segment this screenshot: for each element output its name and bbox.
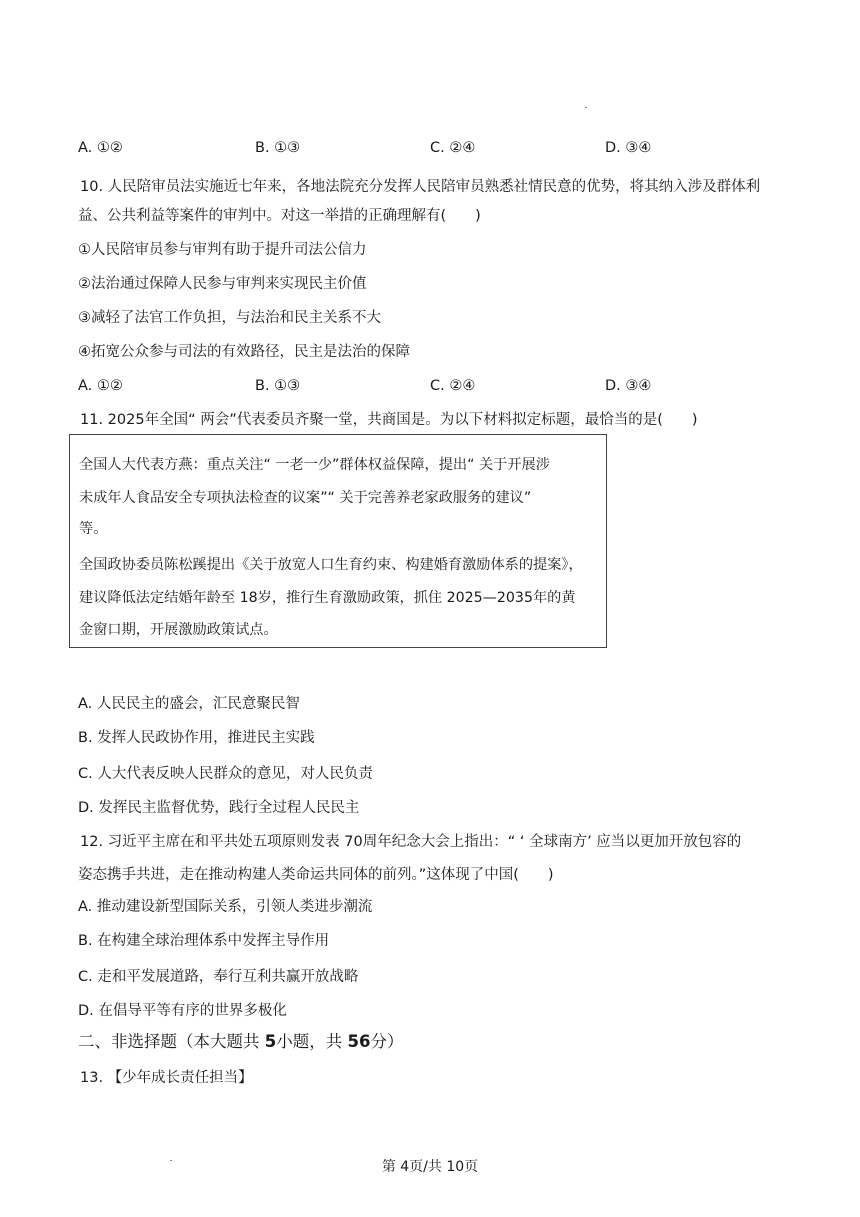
q12-option-c: C. 走和平发展道路，奉行互利共赢开放战略: [78, 969, 359, 985]
q11-material-line3: 等。: [79, 521, 108, 537]
q9-option-c: C. ②④: [430, 140, 476, 156]
q9-option-a: A. ①②: [78, 140, 123, 156]
q10-item-2: ②法治通过保障人民参与审判来实现民主价值: [78, 276, 367, 292]
q11-option-a: A. 人民民主的盛会，汇民意聚民智: [78, 696, 300, 712]
q13-title: 13. 【少年成长责任担当】: [80, 1070, 253, 1086]
section-heading-suffix: 分）: [370, 1032, 404, 1051]
section-heading-mid: 小题，共: [276, 1032, 348, 1051]
section-question-count: 5: [264, 1032, 277, 1051]
q10-option-b: B. ①③: [255, 378, 301, 394]
q10-item-4: ④拓宽公众参与司法的有效路径，民主是法治的保障: [78, 344, 410, 360]
q11-material-box: [69, 434, 607, 648]
q10-option-d: D. ③④: [605, 378, 652, 394]
q11-material-line5: 建议降低法定结婚年龄至 18岁，推行生育激励政策，抓住 2025—2035年的黄: [79, 590, 576, 606]
q10-option-a: A. ①②: [78, 378, 123, 394]
section-total-score: 56: [347, 1032, 371, 1051]
q11-material-line2: 未成年人食品安全专项执法检查的议案”“ 关于完善养老家政服务的建议”: [79, 490, 532, 506]
q12-stem-line2: 姿态携手共进，走在推动构建人类命运共同体的前列。”这体现了中国( ): [78, 867, 554, 883]
q11-option-b: B. 发挥人民政协作用，推进民主实践: [78, 730, 315, 746]
q12-option-a: A. 推动建设新型国际关系，引领人类进步潮流: [78, 899, 373, 915]
q10-stem-line2: 益、公共利益等案件的审判中。对这一举措的正确理解有( ): [78, 208, 481, 224]
q11-stem: 11. 2025年全国“ 两会”代表委员齐聚一堂，共商国是。为以下材料拟定标题，最恰当的是( ): [80, 412, 698, 428]
q9-option-b: B. ①③: [255, 140, 301, 156]
q11-option-d: D. 发挥民主监督优势，践行全过程人民民主: [78, 800, 360, 816]
q9-option-d: D. ③④: [605, 140, 652, 156]
q12-stem-line1: 12. 习近平主席在和平共处五项原则发表 70周年纪念大会上指出：“ ‘ 全球南方’ 应当以更加开放包容的: [80, 834, 742, 850]
q11-option-c: C. 人大代表反映人民群众的意见，对人民负责: [78, 766, 373, 782]
section-heading: [78, 1032, 403, 1052]
q12-option-b: B. 在构建全球治理体系中发挥主导作用: [78, 933, 330, 949]
q11-material-line6: 金窗口期，开展激励政策试点。: [79, 622, 278, 638]
q10-stem-line1: 10. 人民陪审员法实施近七年来，各地法院充分发挥人民陪审员熟悉社情民意的优势，将其纳入涉及群体利: [80, 179, 761, 195]
section-heading-prefix: 二、非选择题（本大题共: [78, 1032, 265, 1051]
page-footer: 第 4页/共 10页: [381, 1159, 479, 1175]
q12-option-d: D. 在倡导平等有序的世界多极化: [78, 1003, 287, 1019]
q10-item-3: ③减轻了法官工作负担，与法治和民主关系不大: [78, 310, 381, 326]
q11-material-line4: 全国政协委员陈松蹊提出《关于放宽人口生育约束、构建婚育激励体系的提案》，: [79, 557, 583, 573]
q10-option-c: C. ②④: [430, 378, 476, 394]
q11-material-line1: 全国人大代表方燕：重点关注“ 一老一少”群体权益保障，提出“ 关于开展涉: [79, 457, 550, 473]
q10-item-1: ①人民陪审员参与审判有助于提升司法公信力: [78, 242, 367, 258]
scan-dot: [585, 107, 587, 108]
